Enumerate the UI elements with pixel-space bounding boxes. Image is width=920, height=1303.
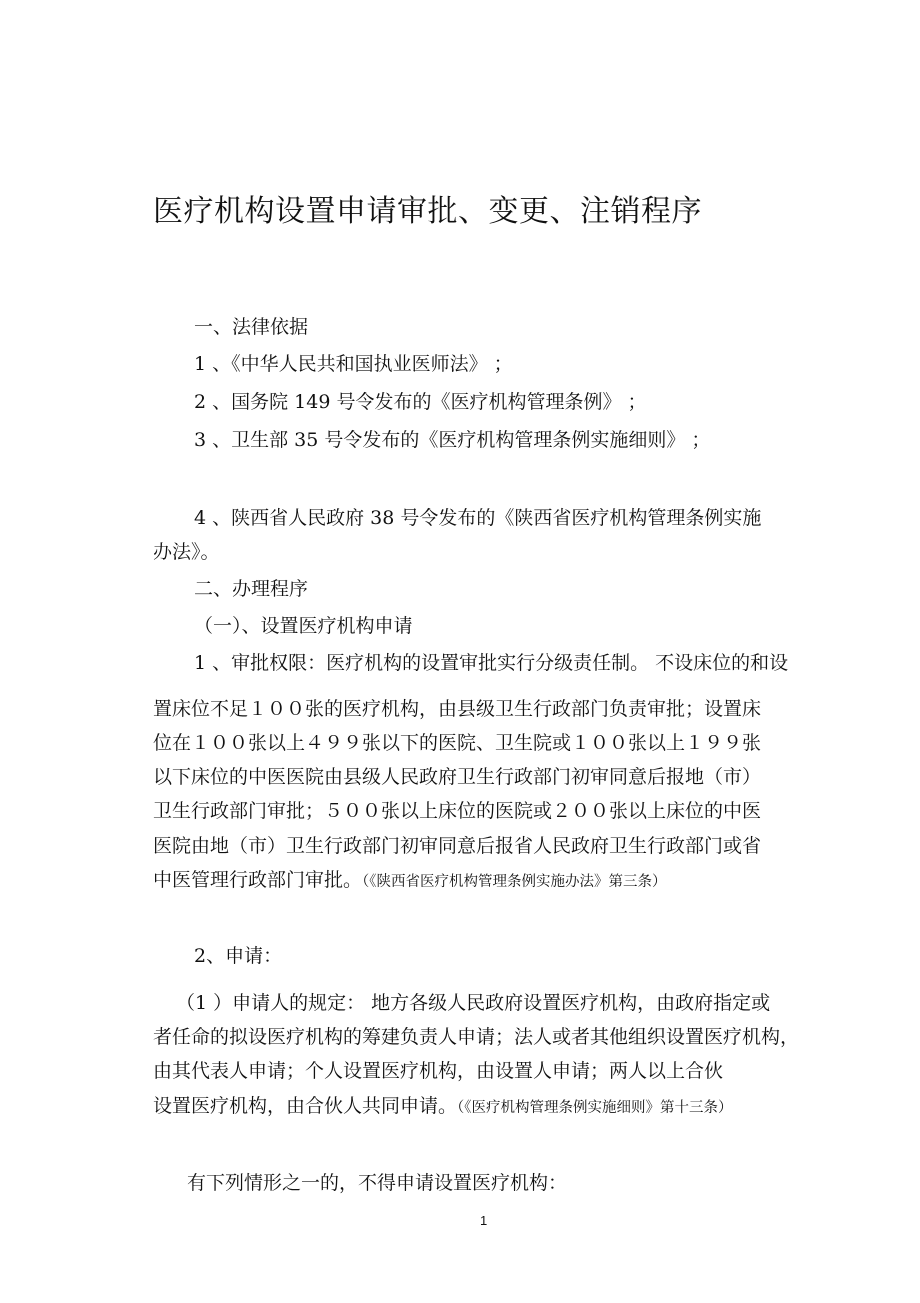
applicant-rules-line-1: （1 ）申请人的规定： 地方各级人民政府设置医疗机构，由政府指定或: [176, 992, 771, 1014]
applicant-rules-citation: （《医疗机构管理条例实施细则》第十三条）: [457, 1100, 733, 1116]
legal-basis-item-1: 1 、《中华人民共和国执业医师法》 ；: [194, 353, 513, 375]
approval-authority-line-4: 以下床位的中医医院由县级人民政府卫生行政部门初审同意后报地（市）: [153, 766, 762, 788]
prohibition-heading: 有下列情形之一的，不得申请设置医疗机构：: [187, 1172, 568, 1194]
approval-authority-line-3: 位在１００张以上４９９张以下的医院、卫生院或１００张以上１９９张: [153, 732, 762, 754]
approval-authority-line-6: 医院由地（市）卫生行政部门初审同意后报省人民政府卫生行政部门或省: [153, 835, 762, 857]
approval-authority-line-7: [153, 868, 667, 894]
approval-authority-line-2: 置床位不足１００张的医疗机构，由县级卫生行政部门负责审批；设置床: [153, 698, 762, 720]
application-heading: 2、申请：: [194, 945, 283, 967]
legal-basis-item-4: 4 、陕西省人民政府 38 号令发布的《陕西省医疗机构管理条例实施: [194, 507, 762, 529]
applicant-rules-line-2: 者任命的拟设医疗机构的筹建负责人申请；法人或者其他组织设置医疗机构，: [153, 1026, 800, 1048]
applicant-rules-line-4: [153, 1094, 733, 1120]
approval-authority-text: 中医管理行政部门审批。: [153, 869, 363, 891]
approval-authority-citation: （《陕西省医疗机构管理条例实施办法》第三条）: [362, 874, 667, 890]
legal-basis-item-2: 2 、国务院 149 号令发布的《医疗机构管理条例》 ；: [194, 391, 647, 413]
document-title: 医疗机构设置申请审批、变更、注销程序: [153, 194, 702, 229]
legal-basis-item-3: 3 、卫生部 35 号令发布的《医疗机构管理条例实施细则》 ；: [194, 429, 711, 451]
approval-authority-line-5: 卫生行政部门审批；５００张以上床位的医院或２００张以上床位的中医: [153, 800, 762, 822]
section-heading-legal-basis: 一、法律依据: [194, 316, 309, 338]
sub-heading-setup-application: （一）、设置医疗机构申请: [194, 615, 413, 637]
applicant-rules-text: 设置医疗机构，由合伙人共同申请。: [153, 1095, 458, 1117]
section-heading-procedure: 二、办理程序: [194, 578, 309, 600]
approval-authority-line-1: 1 、审批权限：医疗机构的设置审批实行分级责任制。 不设床位的和设: [194, 652, 789, 674]
applicant-rules-line-3: 由其代表人申请；个人设置医疗机构，由设置人申请；两人以上合伙: [153, 1060, 724, 1082]
page-number: 1: [480, 1213, 488, 1228]
legal-basis-item-4-cont: 办法》。: [153, 541, 220, 563]
